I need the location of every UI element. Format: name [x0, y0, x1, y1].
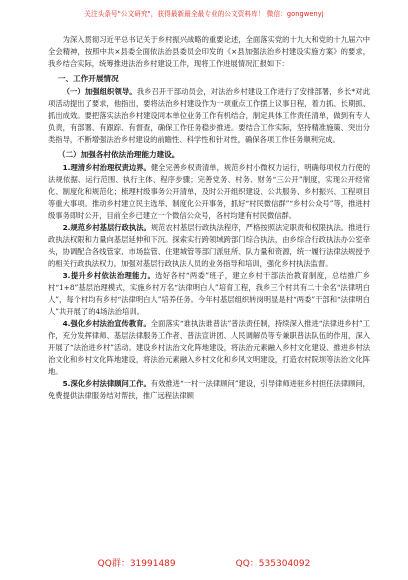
document-body: [48, 34, 370, 402]
item-5-text: 有效推进“一村一法律顾问”建设，引导律师进驻乡村担任法律顾问，免费提供法律服务结对帮扶，推广远程法律顾: [48, 379, 370, 400]
item-1-text: 健全完善乡权责清单，规范乡村小微权力运行，明确每项权力行使的法规依据、运行范围、执行主体、程序步骤；完善党务、村务、财务“三公开”制度，实现公开经常化、制度化和规范化；梳理村级事务公开清单，及时公开组织建设、公共服务、乡村振兴、工程项目等重大事项。推动乡村建立民主选举、制度化公开事务，抓好“村民微信群”“乡村公众号”等，推进村级事务即时公开，目前全乡已建立一个微信公众号，各村均建有村民微信群。: [48, 163, 370, 220]
item-1-lead: 1.理清乡村治理权责边界。: [62, 163, 151, 172]
footer-qq: QQ：535304092: [235, 559, 311, 569]
item-1-paragraph: [48, 162, 370, 222]
subsection-2-title: （二）加强各村依法治理能力建设。: [57, 150, 180, 159]
subsection-1-text: 我乡召开干部动员会，对法治乡村建设工作进行了安排部署，乡长*对此项活动提出了要求，他指出，要将法治乡村建设作为一项重点工作摆上议事日程，着力抓、长期抓、抓出成效。要把落实法治乡村建设同本单位业务工作有机结合，制定具体工作责任清单，做到有专人负责，有部署、有跟踪、有督查，确保工作任务稳步推进。要结合工作实际，坚持精准施策、突出分类指导，不断增强法治乡村建设的前瞻性、科学性和针对性，确保各项工作任务顺利完成。: [48, 87, 370, 144]
item-5-lead: 5.深化乡村法律顾问工作。: [62, 379, 151, 388]
footer-contact: [0, 556, 408, 569]
item-2-lead: 2.规范乡村基层行政执法。: [62, 223, 151, 232]
subsection-1-title: （一）加强组织领导。: [62, 87, 137, 96]
item-2-paragraph: [48, 222, 370, 270]
footer-qq-group: QQ群：31991489: [97, 559, 176, 569]
item-3-text: 选好各村“两委”班子，建立乡村干部法治教育制度，总结推广乡村“1+8”基层治理模式，实施乡村万名“法律明白人”培育工程，我乡三个村共有二十余名“法律明白人”，每个村均有乡村“法律明白人”培养任务。今年村基层组织转岗明显是村“两委”干部和“法律明白人”共开展了的4场法治培训。: [48, 271, 370, 316]
subsection-1-paragraph: [48, 86, 370, 146]
item-2-text: 规范农村基层行政执法程序，严格按照法定职责和权限执法。推进行政执法权限和力量向基层延伸和下沉。探索实行跨领域跨部门综合执法，由乡综合行政执法办公室牵头，协调配合各线管家、市场监管、住建城管等部门派驻所、队力量和资源，统一履行法律法规授予的相关行政执法权力。加强对基层行政执法人员的业务指导和培训，强化乡村执法监督。: [48, 223, 370, 268]
top-banner: 关注头条号"公文研究"，获得最新最全最专业的公文资料库！ 微信：gongwenyj: [84, 10, 324, 18]
item-4-lead: 4.强化乡村法治宣传教育。: [62, 319, 151, 328]
item-3-paragraph: [48, 270, 370, 318]
item-4-paragraph: [48, 318, 370, 378]
item-3-lead: 3.提升乡村依法治理能力。: [62, 271, 156, 280]
section-heading-1: 一、工作开展情况: [57, 74, 119, 83]
item-4-text: 全面落实“谁执法谁普法”普法责任制，持续深入推进“法律进乡村”工作，充分发挥律师、基层法律服务工作者、普法宣讲团、人民调解员等专兼职普法队伍的作用，深入开展了“法治进乡村”活动。建设乡村法治文化阵地建设，将法治元素融入乡村文化建设、推进乡村法治文化和乡村文化阵地建设，将法治元素融入乡村文化和乡风文明建设，打造农村院坝等法治文化阵地。: [48, 319, 371, 376]
intro-paragraph: 为深入贯彻习近平总书记关于乡村振兴战略的重要论述，全面落实党的十九大和党的十九届六中全会精神，按照中共×县委全面依法治县委员会印发的《×县加强法治乡村建设实施方案》的要求，我乡结合实际，统筹推进法治乡村建设工作，现将工作进展情况汇报如下：: [48, 35, 370, 68]
item-5-paragraph: [48, 378, 370, 402]
